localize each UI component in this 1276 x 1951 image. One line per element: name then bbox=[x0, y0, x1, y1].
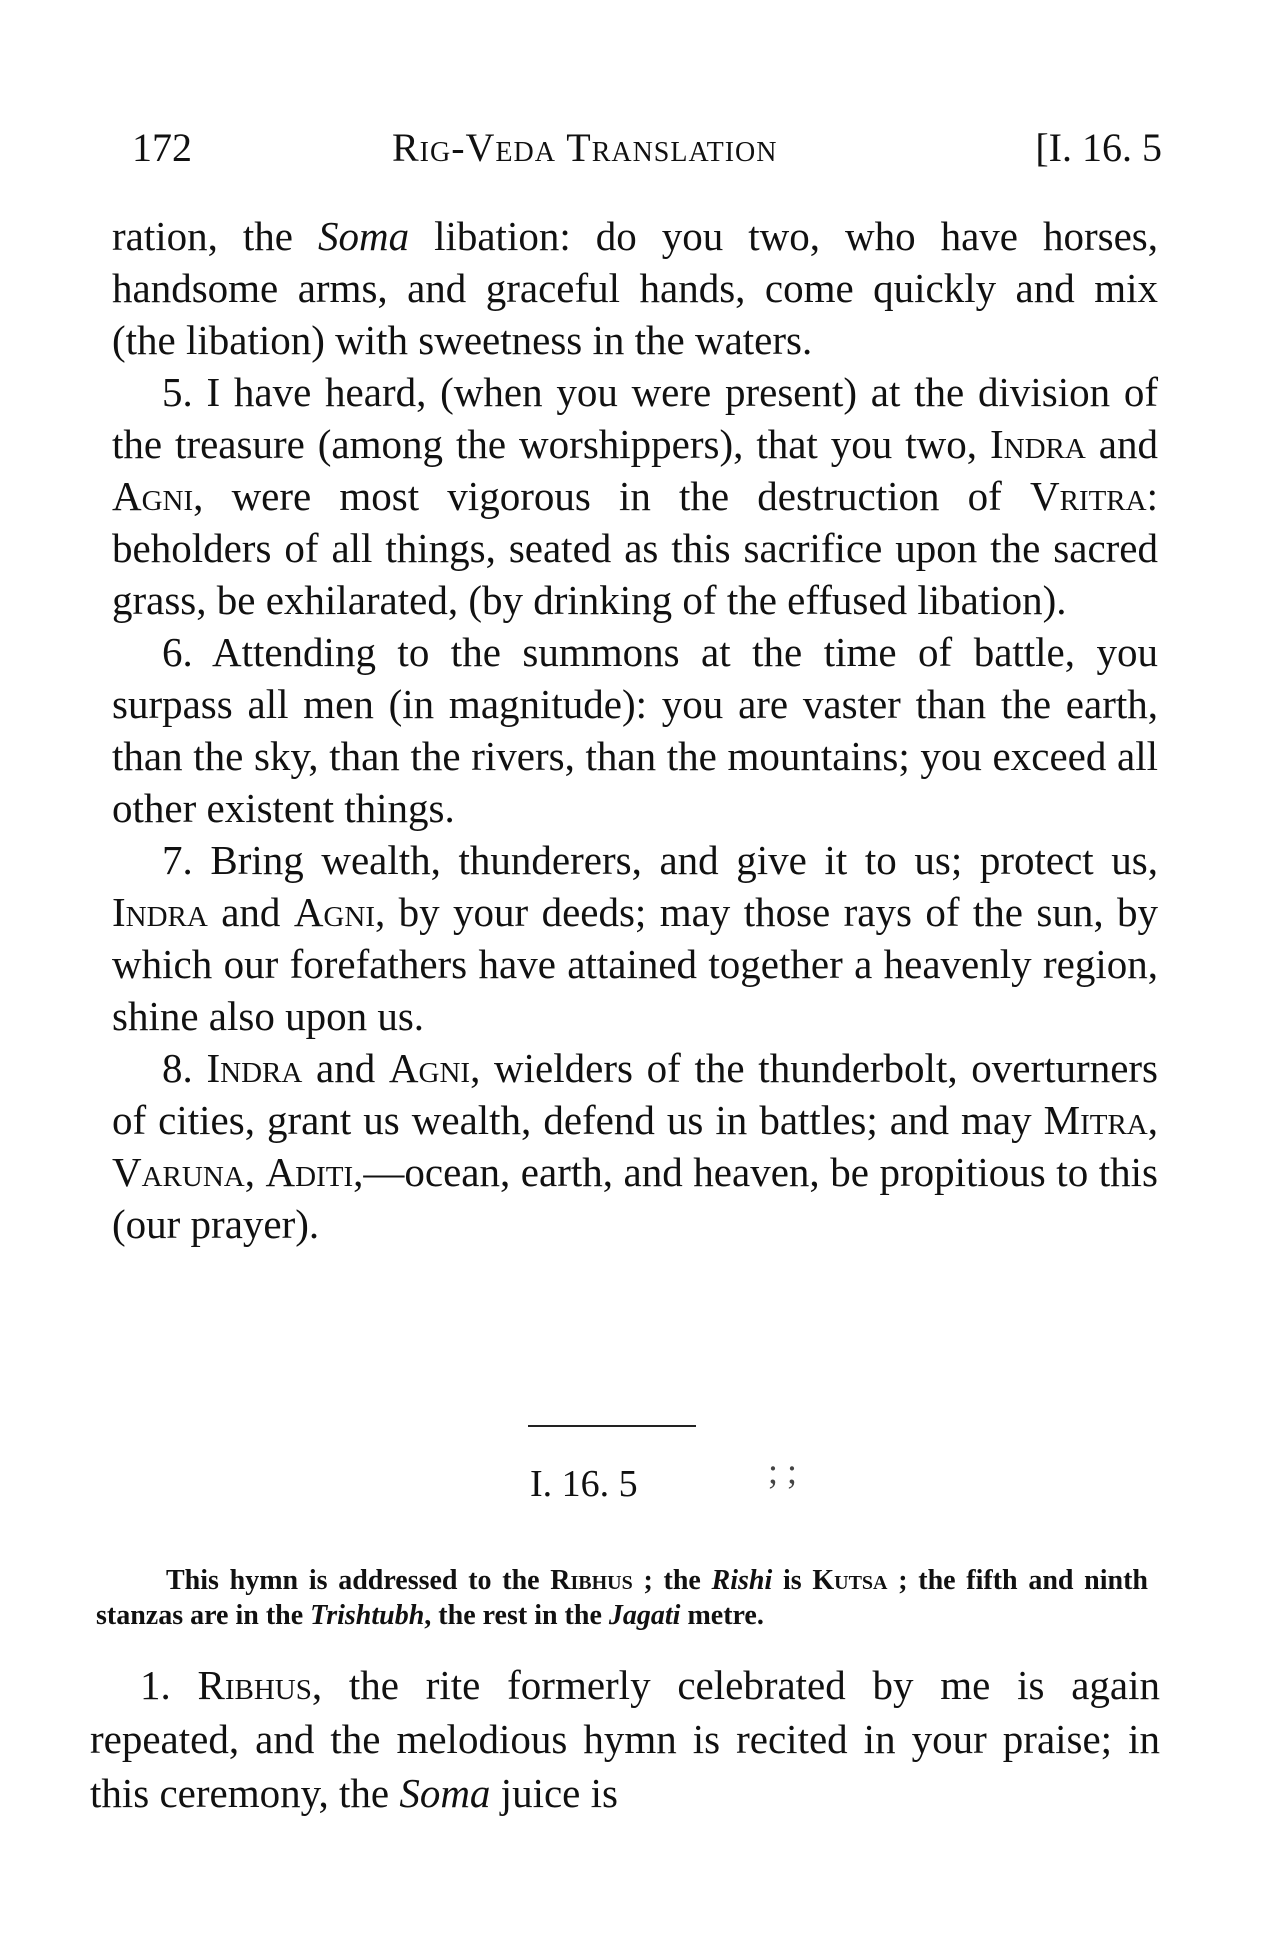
name-ribhus: Ribhus bbox=[550, 1565, 633, 1596]
hymn-verses-block bbox=[90, 1658, 1160, 1820]
deity-agni: Agni bbox=[293, 889, 375, 935]
page-number: 172 bbox=[132, 125, 192, 170]
term-rishi: Rishi bbox=[711, 1565, 773, 1596]
verses-block bbox=[112, 210, 1158, 1250]
deity-agni: Agni bbox=[112, 473, 194, 519]
deity-agni: Agni bbox=[388, 1045, 471, 1091]
verse-5: 5. I have heard, (when you were present) at the division of the treasure (among the worshippers), that you two, Indra and Agni, were most vigorous in the destruction of Vritra: beholders of all things, seated as this sacrifice upon the sacred grass, be exhilarated, (by drinking of the effused libation). bbox=[112, 369, 1158, 623]
name-vritra: Vritra bbox=[1029, 473, 1147, 519]
verse-8: 8. Indra and Agni, wielders of the thunderbolt, overturners of cities, grant us wealth, defend us in battles; and may Mitra, Varuna, Aditi,—ocean, earth, and heaven, be propitious to this (our prayer). bbox=[112, 1045, 1158, 1247]
verse-6: 6. Attending to the summons at the time of battle, you surpass all men (in magnitude): you are vaster than the earth, than the sky, than the rivers, than the mountains; you exceed all other existent things. bbox=[112, 629, 1158, 831]
hymn-heading: I. 16. 5 bbox=[530, 1463, 638, 1505]
verse-7: 7. Bring wealth, thunderers, and give it to us; protect us, Indra and Agni, by your deeds; may those rays of the sun, by which our forefathers have attained together a heavenly region, shine also upon us. bbox=[112, 837, 1158, 1039]
section-reference: [I. 16. 5 bbox=[1035, 125, 1162, 170]
deity-indra: Indra bbox=[206, 1045, 303, 1091]
name-kutsa: Kutsa bbox=[812, 1565, 888, 1596]
name-ribhus: Ribhus bbox=[197, 1662, 312, 1708]
metre-trishtubh: Trishtubh bbox=[310, 1600, 425, 1631]
deity-indra: Indra bbox=[112, 889, 208, 935]
hymn-introduction-note: This hymn is addressed to the Ribhus ; the Rishi is Kutsa ; the fifth and ninth stanzas are in the Trishtubh, the rest in the Jagati metre. bbox=[96, 1565, 1148, 1631]
soma-term: Soma bbox=[317, 213, 410, 259]
verse-4-continuation: ration, the Soma libation: do you two, who have horses, handsome arms, and graceful hands, come quickly and mix (the libation) with sweetness in the waters. bbox=[112, 213, 1158, 363]
verse-1: 1. Ribhus, the rite formerly celebrated by me is again repeated, and the melodious hymn is recited in your praise; in this ceremony, the Soma juice is bbox=[90, 1662, 1161, 1816]
soma-term: Soma bbox=[399, 1770, 491, 1816]
deity-aditi: Aditi bbox=[265, 1149, 354, 1195]
deity-varuna: Varuna bbox=[112, 1149, 245, 1195]
metre-jagati: Jagati bbox=[608, 1600, 681, 1631]
deity-mitra: Mitra bbox=[1043, 1097, 1148, 1143]
stray-print-marks: ; ; bbox=[768, 1451, 798, 1491]
deity-indra: Indra bbox=[990, 421, 1086, 467]
running-header bbox=[132, 124, 1162, 184]
running-title: Rig-Veda Translation bbox=[392, 125, 778, 170]
section-divider bbox=[528, 1425, 696, 1427]
